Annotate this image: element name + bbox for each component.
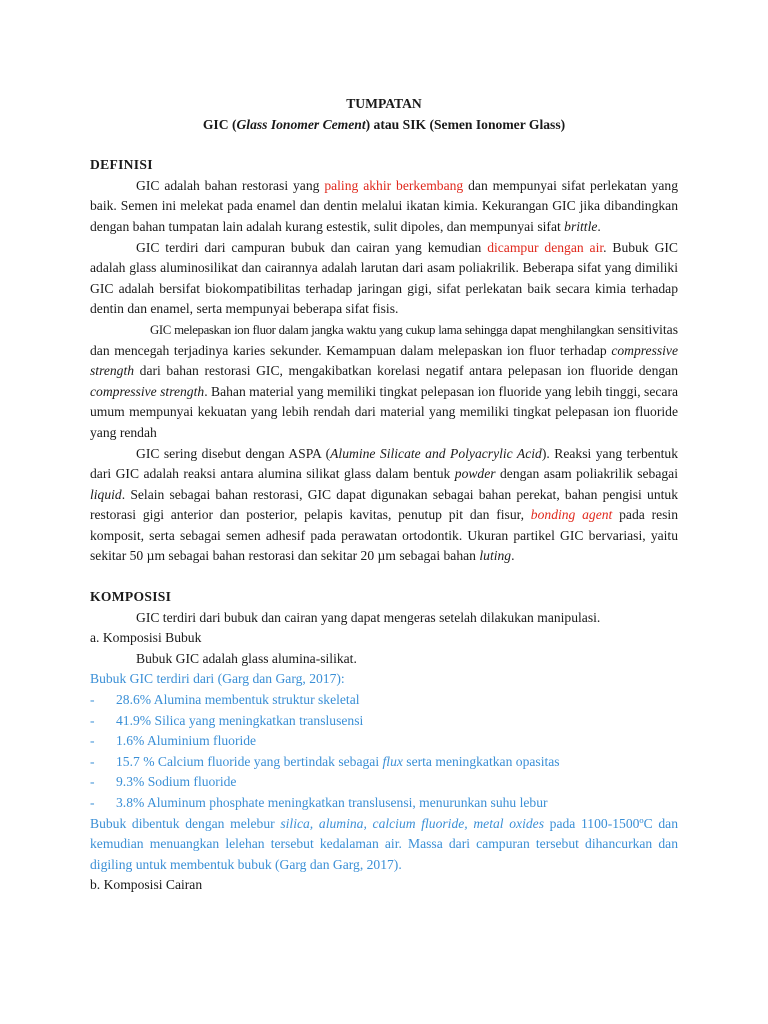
highlight-red: dicampur dengan air (487, 239, 604, 255)
text-run: serta meningkatkan opasitas (402, 753, 560, 769)
text-run: dengan asam poliakrilik sebagai (495, 466, 678, 482)
list-item-text: 28.6% Alumina membentuk struktur skeletal (116, 692, 360, 708)
paragraph-definisi-2 (90, 238, 678, 320)
list-item (90, 711, 678, 732)
italic-term: compressive strength (90, 342, 678, 379)
text-run: GIC sering disebut dengan ASPA ( (136, 445, 331, 461)
paragraph-komposisi-intro: GIC terdiri dari bubuk dan cairan yang dapat mengeras setelah dilakukan manipulasi. (136, 609, 601, 625)
document-title: TUMPATAN (346, 96, 422, 111)
subtitle-part: GIC ( (202, 116, 237, 132)
text-run: dan mempunyai sifat perlekatan yang baik. Semen ini melekat pada enamel dan dentin melalui ikatan kimia. Kekurangan GIC jika dibandingkan dengan bahan tumpatan lain adalah kurang estestik, sulit dipoles, dan mempunyai sifat (90, 177, 678, 234)
highlight-red: paling akhir berkembang (324, 177, 464, 193)
subtitle-emphasis: Glass Ionomer Cement (236, 116, 366, 132)
text-run: . Bubuk GIC adalah glass aluminosilikat dan cairannya adalah larutan dari asam poliakrilik. Beberapa sifat yang dimiliki GIC adalah bersifat biokompatibilitas terhadap jaringan gigi, sifat perlekatan baik secara kimia terhadap dentin dan enamel, serta mempunyai beberapa sifat fisis. (90, 239, 678, 317)
text-run: pada 1100-1500ºC dan kemudian menuangkan lelehan tersebut kedalaman air. Massa dari campuran tersebut dihancurkan dan digiling untuk membentuk bubuk (Garg dan Garg, 2017). (90, 815, 678, 872)
italic-term: compressive strength (90, 383, 205, 399)
section-heading-komposisi: KOMPOSISI (90, 589, 172, 605)
italic-term: luting (479, 548, 512, 564)
text-run: 15.7 % Calcium fluoride yang bertindak sebagai (116, 753, 383, 769)
bullet-dash: - (90, 774, 95, 790)
text-run: ). Reaksi yang terbentuk dari GIC adalah reaksi antara alumina silikat glass dalam bentuk (90, 445, 678, 482)
list-intro: Bubuk GIC terdiri dari (Garg dan Garg, 2017): (90, 671, 345, 687)
italic-term: flux (382, 753, 403, 769)
italic-term: brittle (564, 218, 598, 234)
bullet-dash: - (90, 733, 95, 749)
condensed-text-run: GIC melepaskan ion fluor dalam jangka waktu yang cukup lama sehingga dapat menghilangkan (150, 322, 614, 337)
text-run: GIC adalah bahan restorasi yang (136, 177, 325, 193)
text-run: dari bahan restorasi GIC, mengakibatkan korelasi negatif antara pelepasan ion fluoride dengan (134, 363, 678, 379)
bullet-dash: - (90, 712, 95, 728)
list-item (90, 731, 678, 752)
paragraph-definisi-1 (90, 176, 678, 238)
text-run: GIC terdiri dari campuran bubuk dan cairan yang kemudian (136, 239, 488, 255)
bullet-dash: - (90, 692, 95, 708)
list-item (90, 793, 678, 814)
list-item-text: 1.6% Aluminium fluoride (116, 733, 257, 749)
italic-term: silica, alumina, calcium fluoride, metal oxides (280, 815, 544, 831)
paragraph-bubuk-desc: Bubuk GIC adalah glass alumina-silikat. (136, 650, 357, 666)
bullet-dash: - (90, 753, 95, 769)
italic-term: Alumine Silicate and Polyacrylic Acid (330, 445, 542, 461)
list-item (90, 772, 678, 793)
subheading-komposisi-cairan: b. Komposisi Cairan (90, 877, 203, 893)
list-item-text: 3.8% Aluminum phosphate meningkatkan translusensi, menurunkan suhu lebur (116, 795, 548, 810)
section-heading-definisi: DEFINISI (90, 157, 153, 173)
text-run: . Selain sebagai bahan restorasi, GIC dapat digunakan sebagai bahan perekat, bahan pengisi untuk restorasi gigi anterior dan posterior, pelapis kavitas, penutup pit dan fisur, (90, 486, 678, 523)
document-subtitle (90, 115, 678, 136)
paragraph-definisi-4 (90, 444, 678, 568)
italic-term: liquid (90, 486, 122, 502)
list-item-text: 41.9% Silica yang meningkatkan translusensi (116, 712, 364, 728)
bullet-dash: - (90, 795, 95, 810)
list-item (90, 752, 678, 773)
italic-term: powder (454, 466, 496, 482)
text-run: . (597, 218, 601, 234)
document-body (90, 90, 678, 896)
text-run: Bubuk dibentuk dengan melebur (90, 815, 281, 831)
paragraph-definisi-3 (90, 320, 678, 444)
list-item (90, 690, 678, 711)
text-run: . Bahan material yang memiliki tingkat pelepasan ion fluoride yang lebih tinggi, secara umum mempunyai kekuatan yang lebih rendah dari material yang memiliki tingkat pelepasan ion fluoride yang rendah (90, 383, 679, 440)
list-item-text (116, 752, 560, 773)
paragraph-bubuk-closing (90, 814, 678, 876)
subtitle-part: ) atau SIK (Semen Ionomer Glass) (365, 116, 566, 132)
text-run: sensitivitas dan mencegah terjadinya karies sekunder. Kemampuan dalam melepaskan ion fluor terhadap (90, 321, 678, 358)
list-item-text: 9.3% Sodium fluoride (116, 774, 237, 790)
text-run: pada resin komposit, serta sebagai semen adhesif pada perawatan ortodontik. Ukuran partikel GIC bervariasi, yaitu sekitar 50 µm sebagai bahan restorasi dan sekitar 20 µm sebagai bahan (90, 507, 678, 564)
subheading-komposisi-bubuk: a. Komposisi Bubuk (90, 630, 202, 646)
text-run: . (511, 548, 515, 564)
highlight-red-italic: bonding agent (530, 507, 613, 523)
